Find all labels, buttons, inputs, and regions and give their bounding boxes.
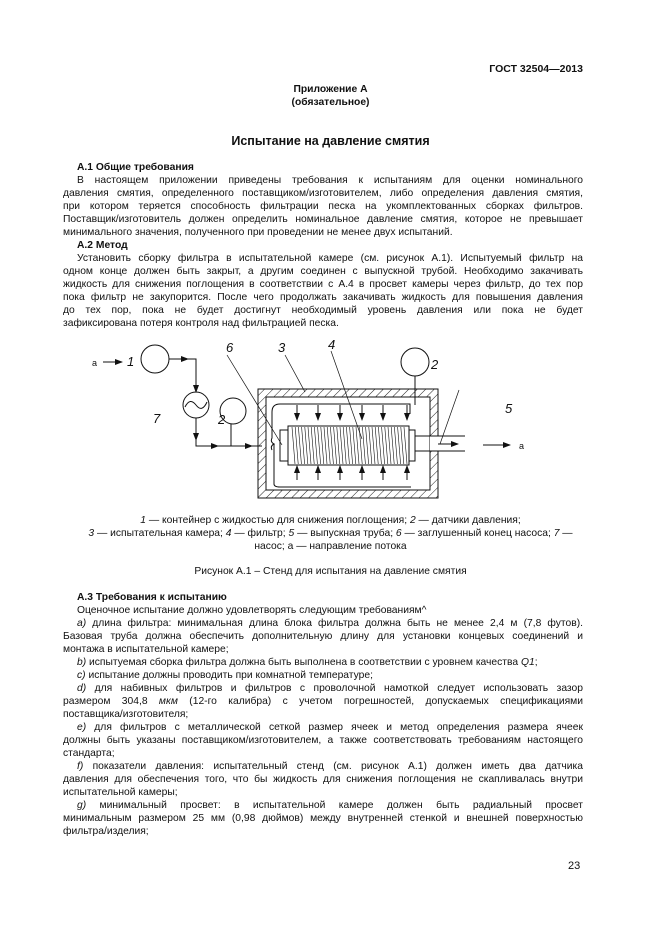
italic-text: g) (77, 800, 87, 811)
italic-text: 4 (225, 528, 232, 539)
label-4: 4 (328, 337, 336, 352)
text-segment: при котором теряется способность фильтрации песка на укомплектованных сборках фильтров. (63, 201, 583, 212)
text-segment: зафиксирована потеря контроля над фильтрацией песка. (63, 318, 339, 329)
text-segment: до тех пор, пока не будет достигнут необходимый уровень давления или пока не будет (63, 305, 583, 316)
label-1: 1 (127, 354, 135, 369)
italic-text: 7 (553, 528, 560, 539)
text-segment: минимальным размером 25 мм (0,98 дюймов) между внутренней стенкой и внешней поверхностью (63, 813, 583, 824)
italic-text: b) (77, 657, 87, 668)
italic-text: e) (77, 722, 87, 733)
text-segment: испытуемая сборка фильтра должна быть выполнена в соответствии с уровнем качества (86, 657, 521, 668)
text-segment: должны быть указаны поставщиком/изготовителем, а также соответствовать требованиям настоящего (63, 735, 583, 746)
flow-label-out: а (519, 441, 525, 451)
page-number: 23 (568, 860, 581, 872)
label-2-inlet: 2 (218, 412, 226, 427)
text-segment: А.1 Общие требования (77, 162, 194, 173)
fluid-container (141, 345, 169, 373)
appendix-label: Приложение А (293, 84, 368, 95)
label-2-chamber: 2 (431, 357, 439, 372)
text-segment: Базовая труба должна обеспечить дополнительную длину для установки концевых соединений и (63, 631, 583, 642)
text-segment: для фильтров с металлической сеткой размер ячеек и метод определения размера ячеек (86, 722, 583, 733)
text-segment: размером 304,8 (63, 696, 159, 707)
italic-text: 2 (409, 515, 416, 526)
italic-text: f) (77, 761, 84, 772)
italic-text: а) (77, 618, 87, 629)
text-segment: фильтра/изделия; (63, 826, 149, 837)
text-segment: испытательной камеры; (63, 787, 178, 798)
label-3: 3 (278, 340, 286, 355)
document-id: ГОСТ 32504—2013 (489, 63, 583, 75)
italic-text: c) (77, 670, 86, 681)
text-segment: испытание должны проводить при комнатной температуре; (85, 670, 373, 681)
pressure-sensor-chamber (401, 348, 429, 376)
label-6: 6 (226, 340, 234, 355)
appendix-type: (обязательное) (291, 97, 370, 108)
text-segment: (12-го калибра) с учетом погрешностей, допускаемых спецификациями (177, 696, 583, 707)
text-segment: — датчики давления; (415, 515, 521, 526)
text-segment: — (559, 528, 573, 539)
text-segment: одном конце должен быть закрыт, а другим соединен с выпускной трубой. Необходимо закачивать (63, 266, 583, 277)
legend-line (40, 540, 621, 553)
text-segment: поставщика/изготовителя; (63, 709, 189, 720)
text-segment: давления для обеспечения того, что бы жидкость для снижения поглощения не скапливалась внутри (63, 774, 583, 785)
text-segment: Установить сборку фильтра в испытательной камере (см. рисунок А.1). Испытуемый фильтр на (77, 253, 583, 264)
text-segment: Оценочное испытание должно удовлетворять следующим требованиям^ (77, 605, 427, 616)
text-segment: монтажа в испытательной камере; (63, 644, 229, 655)
italic-text: Q1 (520, 657, 535, 668)
italic-text: 3 (88, 528, 95, 539)
figure-caption: Рисунок А.1 – Стенд для испытания на давление смятия (194, 566, 467, 577)
text-segment: для набивных фильтров и фильтров с проволочной намоткой следует использовать зазор (86, 683, 583, 694)
text-segment: минимальный просвет: в испытательной камере должен быть радиальный просвет (86, 800, 583, 811)
text-segment: — заглушенный конец насоса; (401, 528, 554, 539)
text-segment: давления смятия, определенного поставщиком/изготовителем, либо определения давления смятия, (63, 188, 583, 199)
text-segment: А.3 Требования к испытанию (77, 592, 227, 603)
italic-text: 6 (395, 528, 402, 539)
text-segment: длина фильтра: минимальная длина блока фильтра должна быть не менее 2,4 м (7,8 футов). (86, 618, 583, 629)
italic-text: 1 (140, 515, 146, 526)
text-segment: В настоящем приложении приведены требования к испытаниям для оценки номинального (77, 175, 583, 186)
text-segment: — выпускная труба; (294, 528, 396, 539)
legend-line (40, 527, 621, 540)
text-segment: Поставщик/изготовитель должен определить номинальное давление смятия, которое не превышает (63, 214, 583, 225)
text-segment: пока фильтр не закупорится. После чего продолжать закачивать жидкость для повышения давления (63, 292, 583, 303)
text-segment: стандарта; (63, 748, 115, 759)
page-title: Испытание на давление смятия (231, 134, 430, 148)
text-segment: — испытательная камера; (94, 528, 226, 539)
text-segment: показатели давления: испытательный стенд (см. рисунок А.1) должен иметь два датчика (83, 761, 583, 772)
label-5: 5 (505, 401, 513, 416)
legend-line (40, 514, 621, 527)
label-7: 7 (153, 411, 161, 426)
text-segment: жидкость для снижения поглощения в соответствии с А.4 в просвет камеры через фильтр, до тех пор (63, 279, 583, 290)
text-segment: насос; а — направление потока (254, 541, 407, 552)
text-segment: — контейнер с жидкостью для снижения поглощения; (145, 515, 410, 526)
text-segment: — фильтр; (231, 528, 289, 539)
text-segment: ; (534, 657, 538, 668)
text-segment: минимального значения, полученного при проведении не менее двух испытаний. (63, 227, 453, 238)
italic-text: 5 (288, 528, 295, 539)
italic-text: d) (77, 683, 87, 694)
pump-tilde (185, 401, 207, 408)
flow-label-in: а (92, 358, 98, 368)
italic-text: мкм (158, 696, 178, 707)
text-segment: А.2 Метод (77, 240, 128, 251)
